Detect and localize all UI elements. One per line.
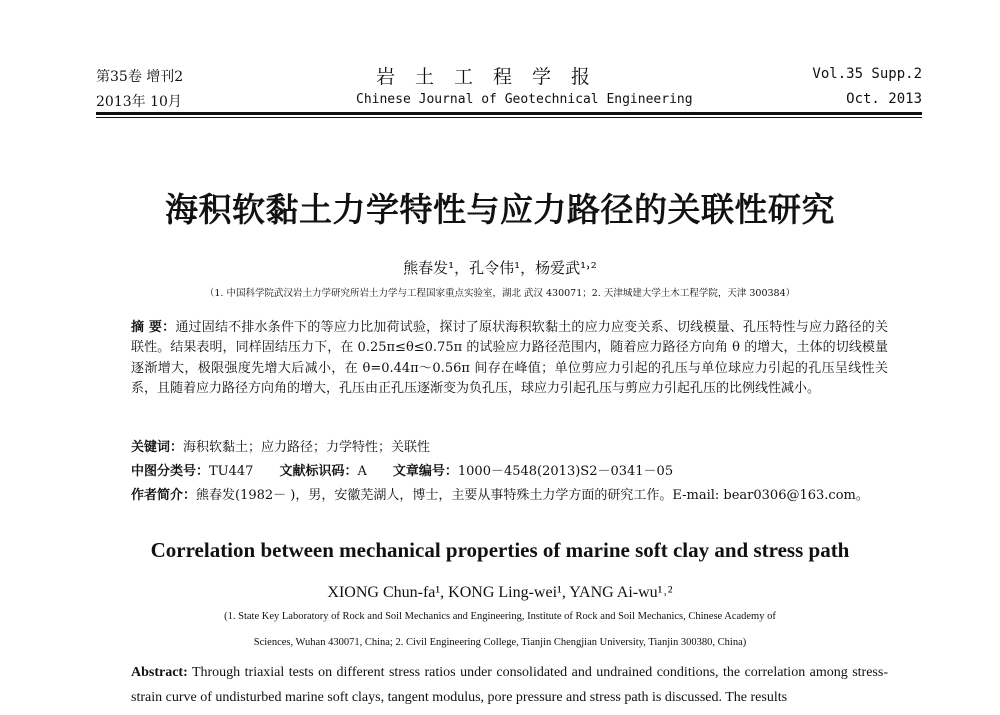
article-title-en: Correlation between mechanical properties of marine soft clay and stress path bbox=[150, 538, 850, 562]
article-title-cn: 海积软黏土力学特性与应力路径的关联性研究 bbox=[165, 190, 835, 229]
classification-line bbox=[131, 460, 911, 479]
article-no-value: 1000－4548(2013)S2－0341－05 bbox=[457, 464, 674, 479]
doc-code-value: A bbox=[357, 464, 367, 479]
abstract-cn-label: 摘 要： bbox=[131, 320, 176, 335]
affiliations-en-line2: Sciences, Wuhan 430071, China; 2. Civil Engineering College, Tianjin Chengjian University, Tianjin 300380, China) bbox=[253, 637, 747, 648]
article-no-label: 文章编号： bbox=[392, 464, 458, 479]
authors-en: XIONG Chun-fa¹, KONG Ling-wei¹, YANG Ai-wu¹˒² bbox=[327, 584, 673, 601]
journal-name-en: Chinese Journal of Geotechnical Engineering bbox=[356, 92, 693, 107]
abstract-cn-text: 通过固结不排水条件下的等应力比加荷试验，探讨了原状海积软黏土的应力应变关系、切线模量、孔压特性与应力路径的关联性。结果表明，同样固结压力下，在 0.25π≤θ≤0.75π 的试验应力路径范围内，随着应力路径方向角 θ 的增大，土体的切线模量逐渐增大，极限强度先增大后减小，在 θ=0.44π～0.56π 间存在峰值；单位剪应力引起的孔压与单位球应力引起的孔压呈线性关系，且随着应力路径方向角的增大，孔压由正孔压逐渐变为负孔压，球应力引起孔压与剪应力引起孔压的比例线性减小。 bbox=[131, 320, 888, 396]
abstract-en-label: Abstract: bbox=[131, 665, 188, 680]
keywords-label: 关键词： bbox=[131, 440, 184, 455]
clc-label: 中图分类号： bbox=[131, 464, 210, 479]
abstract-en bbox=[131, 660, 888, 710]
affiliations-en-line1: (1. State Key Laboratory of Rock and Soil Mechanics and Engineering, Institute of Rock and Soil Mechanics, Chinese Academy of bbox=[224, 611, 776, 622]
keywords-text: 海积软黏土；应力路径；力学特性；关联性 bbox=[183, 440, 431, 455]
header-rule-thin bbox=[96, 117, 922, 118]
keywords-line bbox=[131, 436, 911, 455]
publication-date-en: Oct. 2013 bbox=[846, 91, 922, 107]
author-bio-line bbox=[131, 484, 911, 503]
volume-issue-cn: 第35卷 增刊2 bbox=[96, 69, 184, 85]
abstract-en-text: Through triaxial tests on different stress ratios under consolidated and undrained conditions, the correlation among stress-strain curve of undisturbed marine soft clays, tangent modulus, pore pressure and stress path is discussed. The results bbox=[131, 665, 888, 705]
affiliations-cn: （1. 中国科学院武汉岩土力学研究所岩土力学与工程国家重点实验室，湖北 武汉 430071；2. 天津城建大学土木工程学院，天津 300384） bbox=[204, 288, 796, 299]
header-rule-thick bbox=[96, 112, 922, 115]
bio-text: 熊春发(1982－ )，男，安徽芜湖人，博士，主要从事特殊土力学方面的研究工作。E-mail: bear0306@163.com。 bbox=[196, 488, 869, 503]
doc-code-label: 文献标识码： bbox=[279, 464, 358, 479]
clc-value: TU447 bbox=[209, 464, 254, 479]
journal-name-cn: 岩土工程学报 bbox=[376, 66, 611, 88]
bio-label: 作者简介： bbox=[131, 488, 197, 503]
authors-cn: 熊春发¹，孔令伟¹，杨爱武¹˒² bbox=[403, 259, 597, 277]
abstract-cn bbox=[131, 318, 888, 399]
volume-issue-en: Vol.35 Supp.2 bbox=[812, 66, 922, 82]
publication-date-cn: 2013年 10月 bbox=[96, 94, 182, 110]
